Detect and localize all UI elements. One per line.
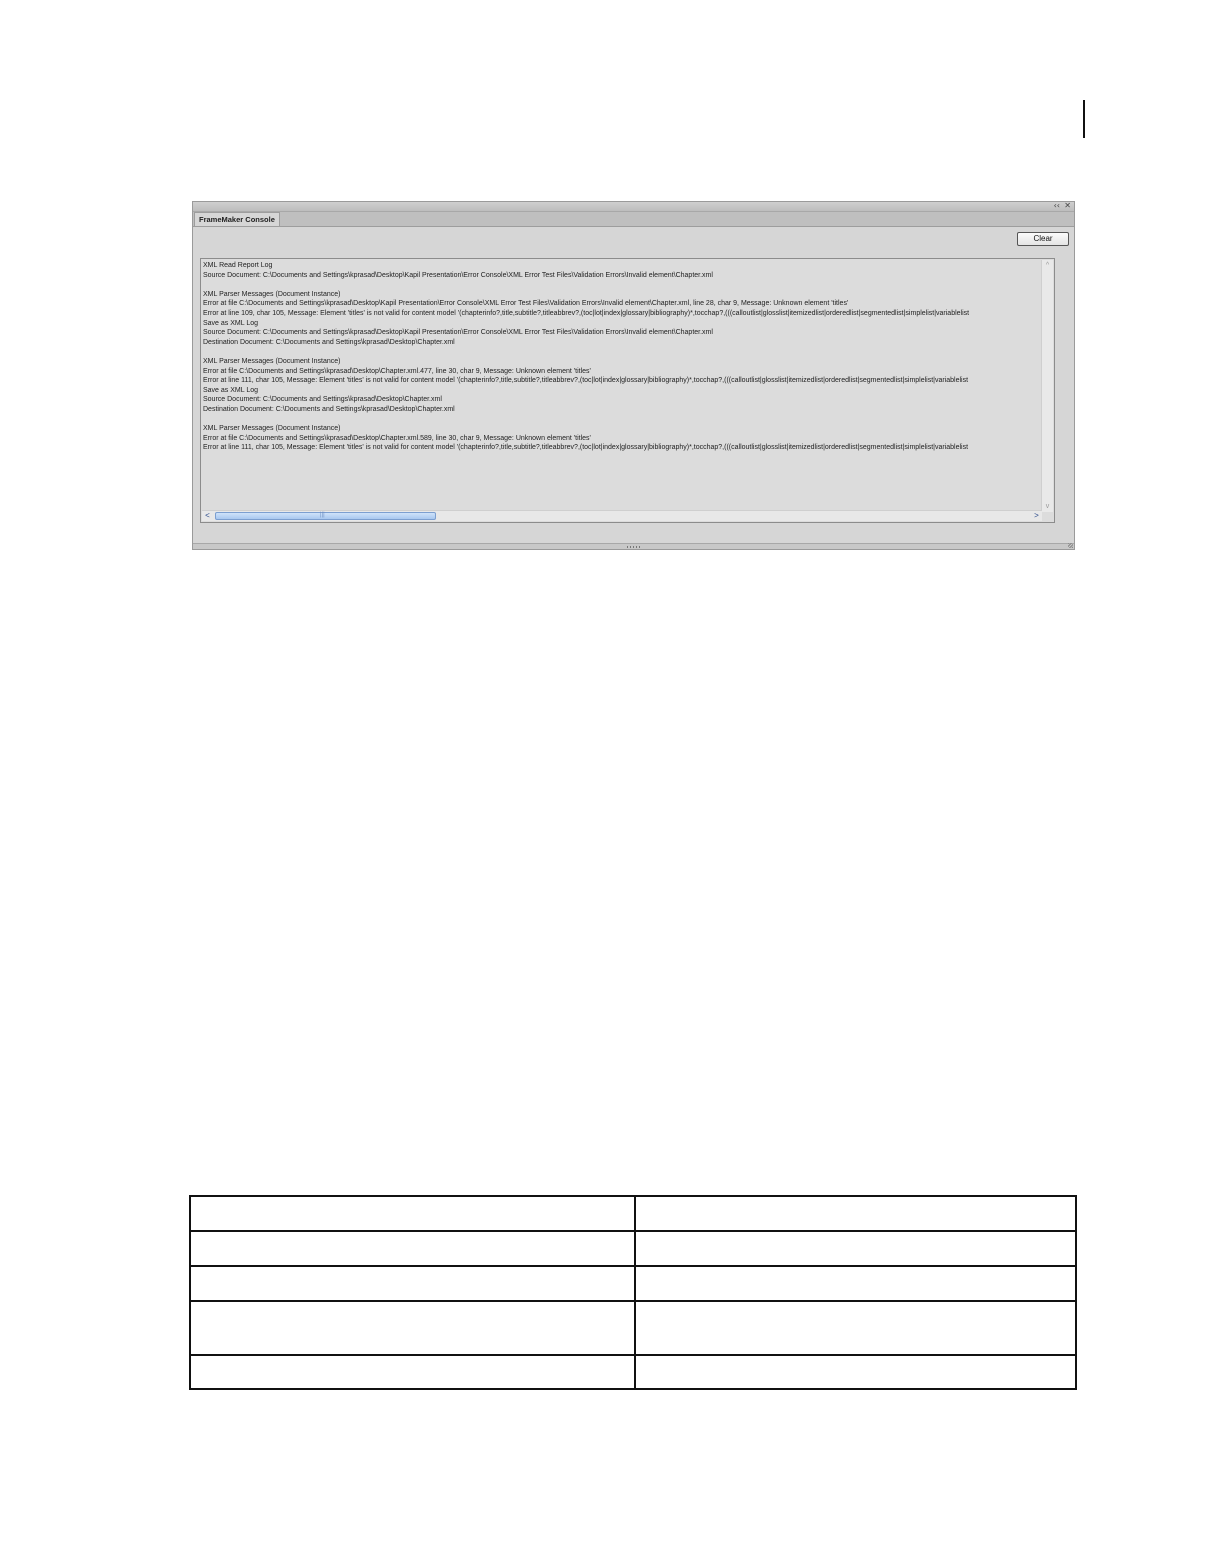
console-log-text [203, 261, 1041, 513]
table-row-divider [191, 1300, 1075, 1302]
log-line: Destination Document: C:\Documents and Settings\kprasad\Desktop\Chapter.xml [203, 338, 455, 346]
clear-button[interactable]: Clear [1017, 232, 1069, 246]
log-line: Error at file C:\Documents and Settings\kprasad\Desktop\Kapil Presentation\Error Console\XML Error Test Files\Validation Errors\Invalid element\Chapter.xml, line 28, char 9, Message: Unknown element 'titles' [203, 300, 849, 308]
log-line: Error at line 111, char 105, Message: Element 'titles' is not valid for content model '(chapterinfo?,title,subtitle?,titleabbrev?,(toc|lot|index|glossary|bibliography)*,tocchap?,(((calloutlist|glosslist|itemizedlist|orderedlist|segmentedlist|simplelist|variablelist [203, 444, 969, 452]
scroll-thumb[interactable] [215, 512, 436, 520]
log-line: Error at line 109, char 105, Message: Element 'titles' is not valid for content model '(chapterinfo?,title,subtitle?,titleabbrev?,(toc|lot|index|glossary|bibliography)*,tocchap?,(((calloutlist|glosslist|itemizedlist|orderedlist|segmentedlist|simplelist|variablelist [203, 309, 970, 317]
log-line: XML Parser Messages (Document Instance) [203, 425, 341, 433]
log-line: XML Parser Messages (Document Instance) [203, 357, 341, 365]
table-column-divider [634, 1197, 636, 1388]
log-line: Save as XML Log [203, 319, 258, 327]
horizontal-scrollbar[interactable] [202, 510, 1042, 521]
scroll-thumb-grip-icon: ||| [320, 512, 325, 518]
log-line: Destination Document: C:\Documents and Settings\kprasad\Desktop\Chapter.xml [203, 405, 455, 413]
panel-title-bar [193, 202, 1074, 212]
log-line [203, 280, 1041, 290]
scroll-left-icon[interactable]: < [205, 511, 210, 520]
log-line: Error at line 111, char 105, Message: Element 'titles' is not valid for content model '(chapterinfo?,title,subtitle?,titleabbrev?,(toc|lot|index|glossary|bibliography)*,tocchap?,(((calloutlist|glosslist|itemizedlist|orderedlist|segmentedlist|simplelist|variablelist [203, 377, 969, 385]
scroll-up-icon[interactable]: ^ [1045, 262, 1050, 269]
log-line: Error at file C:\Documents and Settings\kprasad\Desktop\Chapter.xml.589, line 30, char 9, Message: Unknown element 'titles' [203, 434, 591, 442]
tab-framemaker-console[interactable]: FrameMaker Console [194, 212, 280, 226]
log-line: Source Document: C:\Documents and Settings\kprasad\Desktop\Kapil Presentation\Error Console\XML Error Test Files\Validation Errors\Invalid element\Chapter.xml [203, 329, 713, 337]
console-log-area[interactable] [200, 258, 1055, 523]
collapse-icon[interactable]: ‹‹ [1053, 201, 1060, 210]
table-row-divider [191, 1354, 1075, 1356]
log-line: XML Read Report Log [203, 262, 273, 269]
scroll-down-icon[interactable]: v [1045, 503, 1050, 510]
corner-resize-icon[interactable] [1068, 543, 1073, 548]
log-line [203, 347, 1041, 357]
vertical-scrollbar[interactable] [1041, 260, 1053, 512]
resize-grip-icon[interactable] [627, 546, 641, 548]
panel-resize-bar[interactable] [193, 543, 1074, 549]
log-line: XML Parser Messages (Document Instance) [203, 290, 341, 298]
close-icon[interactable]: ✕ [1064, 201, 1071, 210]
table-row-divider [191, 1265, 1075, 1267]
log-line: Error at file C:\Documents and Settings\kprasad\Desktop\Chapter.xml.477, line 30, char 9, Message: Unknown element 'titles' [203, 367, 591, 375]
scroll-right-icon[interactable]: > [1034, 511, 1039, 520]
table-row-divider [191, 1230, 1075, 1232]
tab-strip [193, 212, 1074, 227]
page-margin-rule [1083, 100, 1085, 138]
log-line: Source Document: C:\Documents and Settings\kprasad\Desktop\Chapter.xml [203, 396, 442, 404]
framemaker-console-panel [192, 201, 1075, 550]
log-line: Save as XML Log [203, 386, 258, 394]
empty-table [189, 1195, 1077, 1390]
log-line [203, 415, 1041, 425]
log-line: Source Document: C:\Documents and Settings\kprasad\Desktop\Kapil Presentation\Error Console\XML Error Test Files\Validation Errors\Invalid element\Chapter.xml [203, 271, 713, 279]
